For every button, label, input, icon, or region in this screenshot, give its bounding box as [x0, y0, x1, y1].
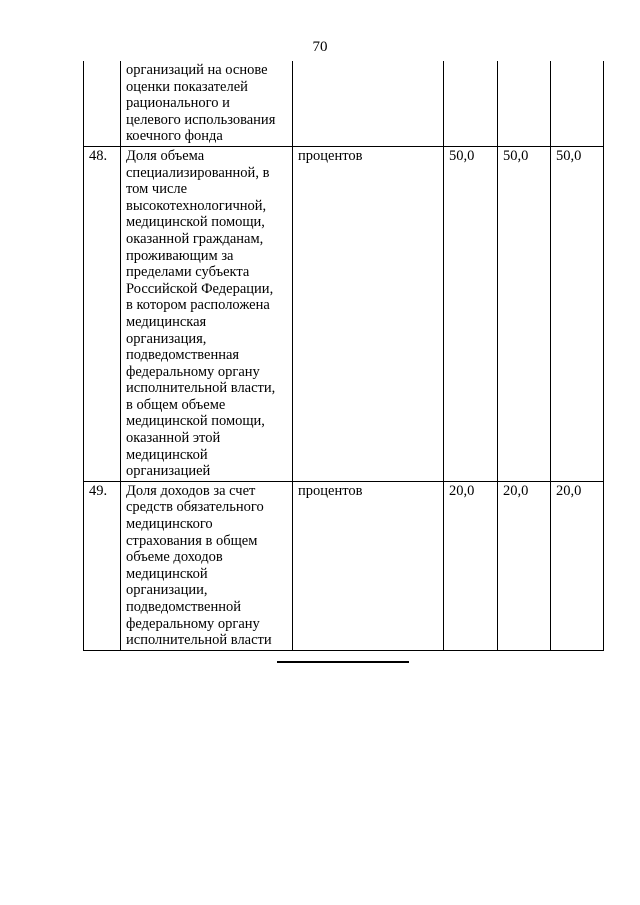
end-of-document-rule	[277, 661, 409, 663]
value-cell-1	[444, 61, 498, 146]
value-cell-1: 50,0	[444, 146, 498, 481]
indicator-name-cell: Доля объема специализированной, в том числе высокотехнологичной, медицинской помощи, оказанной гражданам, проживающим за пределами субъекта Российской Федерации, в котором расположена медицинская организация, подведомственная федеральному органу исполнительной власти, в общем объеме медицинской помощи, оказанной этой медицинской организацией	[121, 146, 293, 481]
row-number-cell: 48.	[84, 146, 121, 481]
unit-cell: процентов	[293, 481, 444, 650]
table-row	[84, 481, 604, 650]
value-cell-2	[498, 61, 551, 146]
value-cell-2: 20,0	[498, 481, 551, 650]
indicator-name-cell: Доля доходов за счет средств обязательного медицинского страхования в общем объеме доходов медицинской организации, подведомственной федеральному органу исполнительной власти	[121, 481, 293, 650]
value-cell-3	[551, 61, 604, 146]
value-cell-3: 20,0	[551, 481, 604, 650]
indicator-name-cell: организаций на основе оценки показателей рационального и целевого использования коечного фонда	[121, 61, 293, 146]
page-number: 70	[312, 39, 328, 55]
unit-cell	[293, 61, 444, 146]
value-cell-2: 50,0	[498, 146, 551, 481]
row-number-cell: 49.	[84, 481, 121, 650]
table-row	[84, 61, 604, 146]
value-cell-1: 20,0	[444, 481, 498, 650]
value-cell-3: 50,0	[551, 146, 604, 481]
table-row	[84, 146, 604, 481]
row-number-cell	[84, 61, 121, 146]
indicators-table	[83, 61, 604, 651]
unit-cell: процентов	[293, 146, 444, 481]
